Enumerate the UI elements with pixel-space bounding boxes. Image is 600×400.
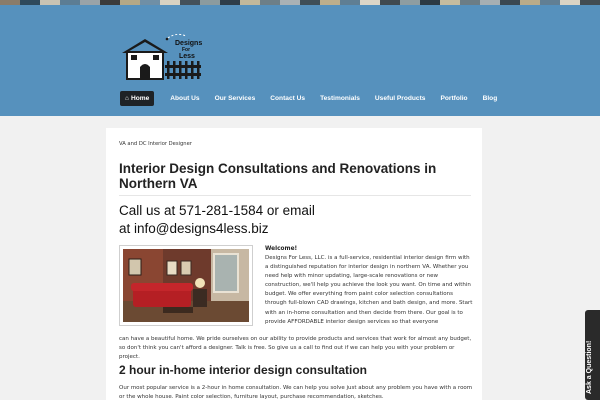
nav-portfolio[interactable]: Portfolio [440, 95, 468, 102]
site-logo[interactable] [120, 30, 205, 85]
main-content [106, 128, 482, 400]
intro-paragraph-continued: can have a beautiful home. We pride ourselves on our ability to provide products and services that work for almost any budget, so don't think you can't afford a designer. Talk is free. So give us a call to find out if we can help you with your problem or project. [119, 336, 472, 361]
main-nav [120, 91, 508, 106]
nav-testimonials[interactable]: Testimonials [320, 95, 360, 102]
ask-a-question-tab[interactable] [585, 310, 600, 400]
title-divider [119, 195, 471, 196]
nav-useful-products[interactable]: Useful Products [374, 95, 426, 102]
nav-our-services[interactable]: Our Services [214, 95, 256, 102]
nav-about-us[interactable]: About Us [170, 95, 200, 102]
call-line-2: at info@designs4less.biz [119, 221, 269, 236]
intro-paragraph: Designs For Less, LLC. is a full-service, residential interior design firm with a distinguished reputation for interior design in northern VA. Whether you need help with minor updating, large-scale renovations or new construction, we'll help you achieve the look you want. On time and within budget. We offer everything from paint color selection consultations through full-blown CAD drawings, kitchen and bath design, and more. Start with an in-home consultation and then decide from there. Our goal is to provide AFFORDABLE interior design services so that everyone [265, 255, 473, 325]
consultation-heading: 2 hour in-home interior design consultation [119, 363, 368, 377]
home-icon: ⌂ [125, 95, 129, 102]
living-room-photo [119, 245, 253, 326]
welcome-heading: Welcome! [265, 246, 298, 252]
brand-line2: For [182, 47, 191, 53]
nav-home[interactable] [120, 91, 154, 106]
brand-line3: Less [179, 53, 195, 60]
breadcrumb: VA and DC Interior Designer [119, 141, 192, 147]
call-line-1: Call us at 571-281-1584 or email [119, 203, 315, 218]
nav-home-label: Home [130, 95, 150, 102]
brand-line1: Designs [175, 40, 203, 47]
nav-blog[interactable]: Blog [482, 95, 498, 102]
consultation-paragraph: Our most popular service is a 2-hour in home consultation. We can help you solve just about any problem you have with a room or the whole house. Paint color selection, furniture layout, purchase recommendation, sketches. [119, 385, 473, 400]
living-room-image [123, 249, 249, 322]
ask-a-question-label: Ask a Question! [586, 340, 593, 394]
house-logo-icon [120, 30, 205, 85]
nav-contact-us[interactable]: Contact Us [270, 95, 306, 102]
page-title: Interior Design Consultations and Renovations in Northern VA [119, 161, 437, 191]
